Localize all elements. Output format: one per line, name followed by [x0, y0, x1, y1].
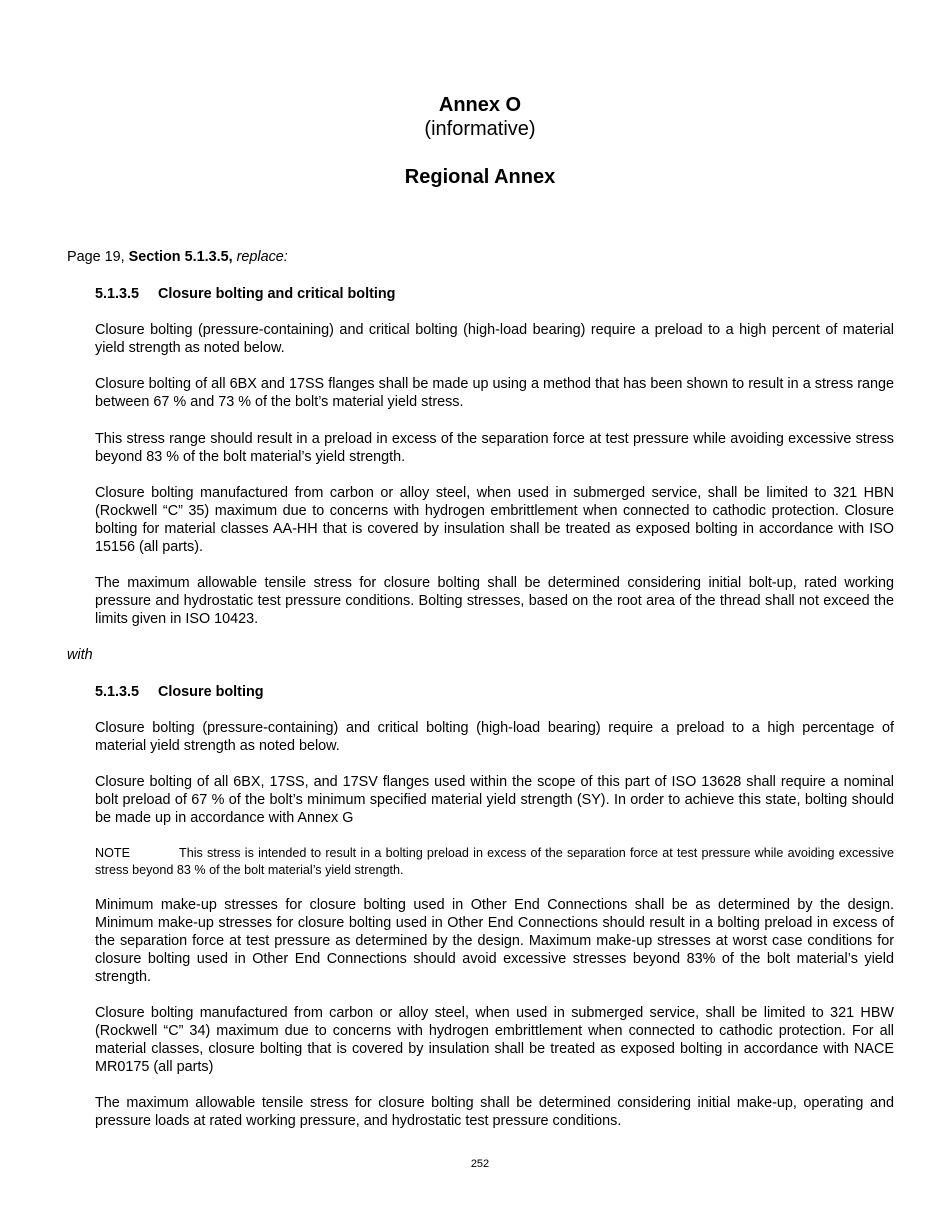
note-label: NOTE — [95, 846, 130, 860]
instruction-page: Page 19, — [67, 249, 129, 265]
replace-instruction — [67, 248, 288, 266]
original-paragraph: Closure bolting of all 6BX and 17SS flanges shall be made up using a method that has been shown to result in a stress range between 67 % and 73 % of the bolt’s material yield stress. — [95, 376, 894, 410]
with-label: with — [67, 647, 93, 663]
original-paragraph: The maximum allowable tensile stress for closure bolting shall be determined considering initial bolt-up, rated working pressure and hydrostatic test pressure conditions. Bolting stresses, based on the root area of the thread shall not exceed the limits given in ISO 10423. — [95, 575, 894, 627]
page-number: 252 — [470, 1158, 490, 1170]
annex-name: Regional Annex — [404, 166, 556, 188]
original-paragraph: Closure bolting (pressure-containing) and critical bolting (high-load bearing) require a preload to a high percent of material yield strength as noted below. — [95, 322, 894, 356]
replacement-heading-number: 5.1.3.5 — [95, 684, 140, 700]
original-heading-title: Closure bolting and critical bolting — [158, 286, 396, 302]
replacement-heading-title: Closure bolting — [158, 684, 264, 700]
replacement-heading — [95, 683, 894, 701]
note — [95, 845, 894, 879]
original-heading — [95, 285, 894, 303]
replacement-paragraph: Closure bolting manufactured from carbon or alloy steel, when used in submerged service, shall be limited to 321 HBW (Rockwell “C” 34) maximum due to concerns with hydrogen embrittlement when connected to cathodic protection. For all material classes, closure bolting that is covered by insulation shall be treated as exposed bolting in accordance with NACE MR0175 (all parts) — [95, 1005, 894, 1075]
replacement-paragraph: Minimum make-up stresses for closure bolting used in Other End Connections shall be as determined by the design. Minimum make-up stresses for closure bolting used in Other End Connections should result in a bolting preload in excess of the separation force at test pressure as determined by the design. Maximum make-up stresses at worst case conditions for closure bolting used in Other End Connections should avoid excessive stresses beyond 83% of the bolt material’s yield strength. — [95, 897, 894, 985]
annex-subtitle: (informative) — [424, 118, 536, 140]
replacement-paragraph: The maximum allowable tensile stress for closure bolting shall be determined considering initial make-up, operating and pressure loads at rated working pressure, and hydrostatic test pressure conditions. — [95, 1095, 894, 1129]
original-heading-number: 5.1.3.5 — [95, 286, 140, 302]
replacement-paragraph: Closure bolting (pressure-containing) and critical bolting (high-load bearing) require a preload to a high percentage of material yield strength as noted below. — [95, 720, 894, 754]
instruction-action: replace: — [232, 249, 288, 265]
instruction-section: Section 5.1.3.5, — [128, 249, 233, 265]
replacement-paragraph: Closure bolting of all 6BX, 17SS, and 17SV flanges used within the scope of this part of ISO 13628 shall require a nominal bolt preload of 67 % of the bolt’s minimum specified material yield strength (SY). In order to achieve this state, bolting should be made up in accordance with Annex G — [95, 774, 894, 826]
note-text: This stress is intended to result in a bolting preload in excess of the separation force at test pressure while avoiding excessive stress beyond 83 % of the bolt material’s yield strength. — [95, 846, 894, 877]
annex-title: Annex O — [438, 94, 522, 116]
original-paragraph: Closure bolting manufactured from carbon or alloy steel, when used in submerged service, shall be limited to 321 HBN (Rockwell “C” 35) maximum due to concerns with hydrogen embrittlement when connected to cathodic protection. Closure bolting for material classes AA-HH that is covered by insulation shall be treated as exposed bolting in accordance with ISO 15156 (all parts). — [95, 485, 894, 555]
original-paragraph: This stress range should result in a preload in excess of the separation force at test pressure while avoiding excessive stress beyond 83 % of the bolt material’s yield strength. — [95, 431, 894, 465]
